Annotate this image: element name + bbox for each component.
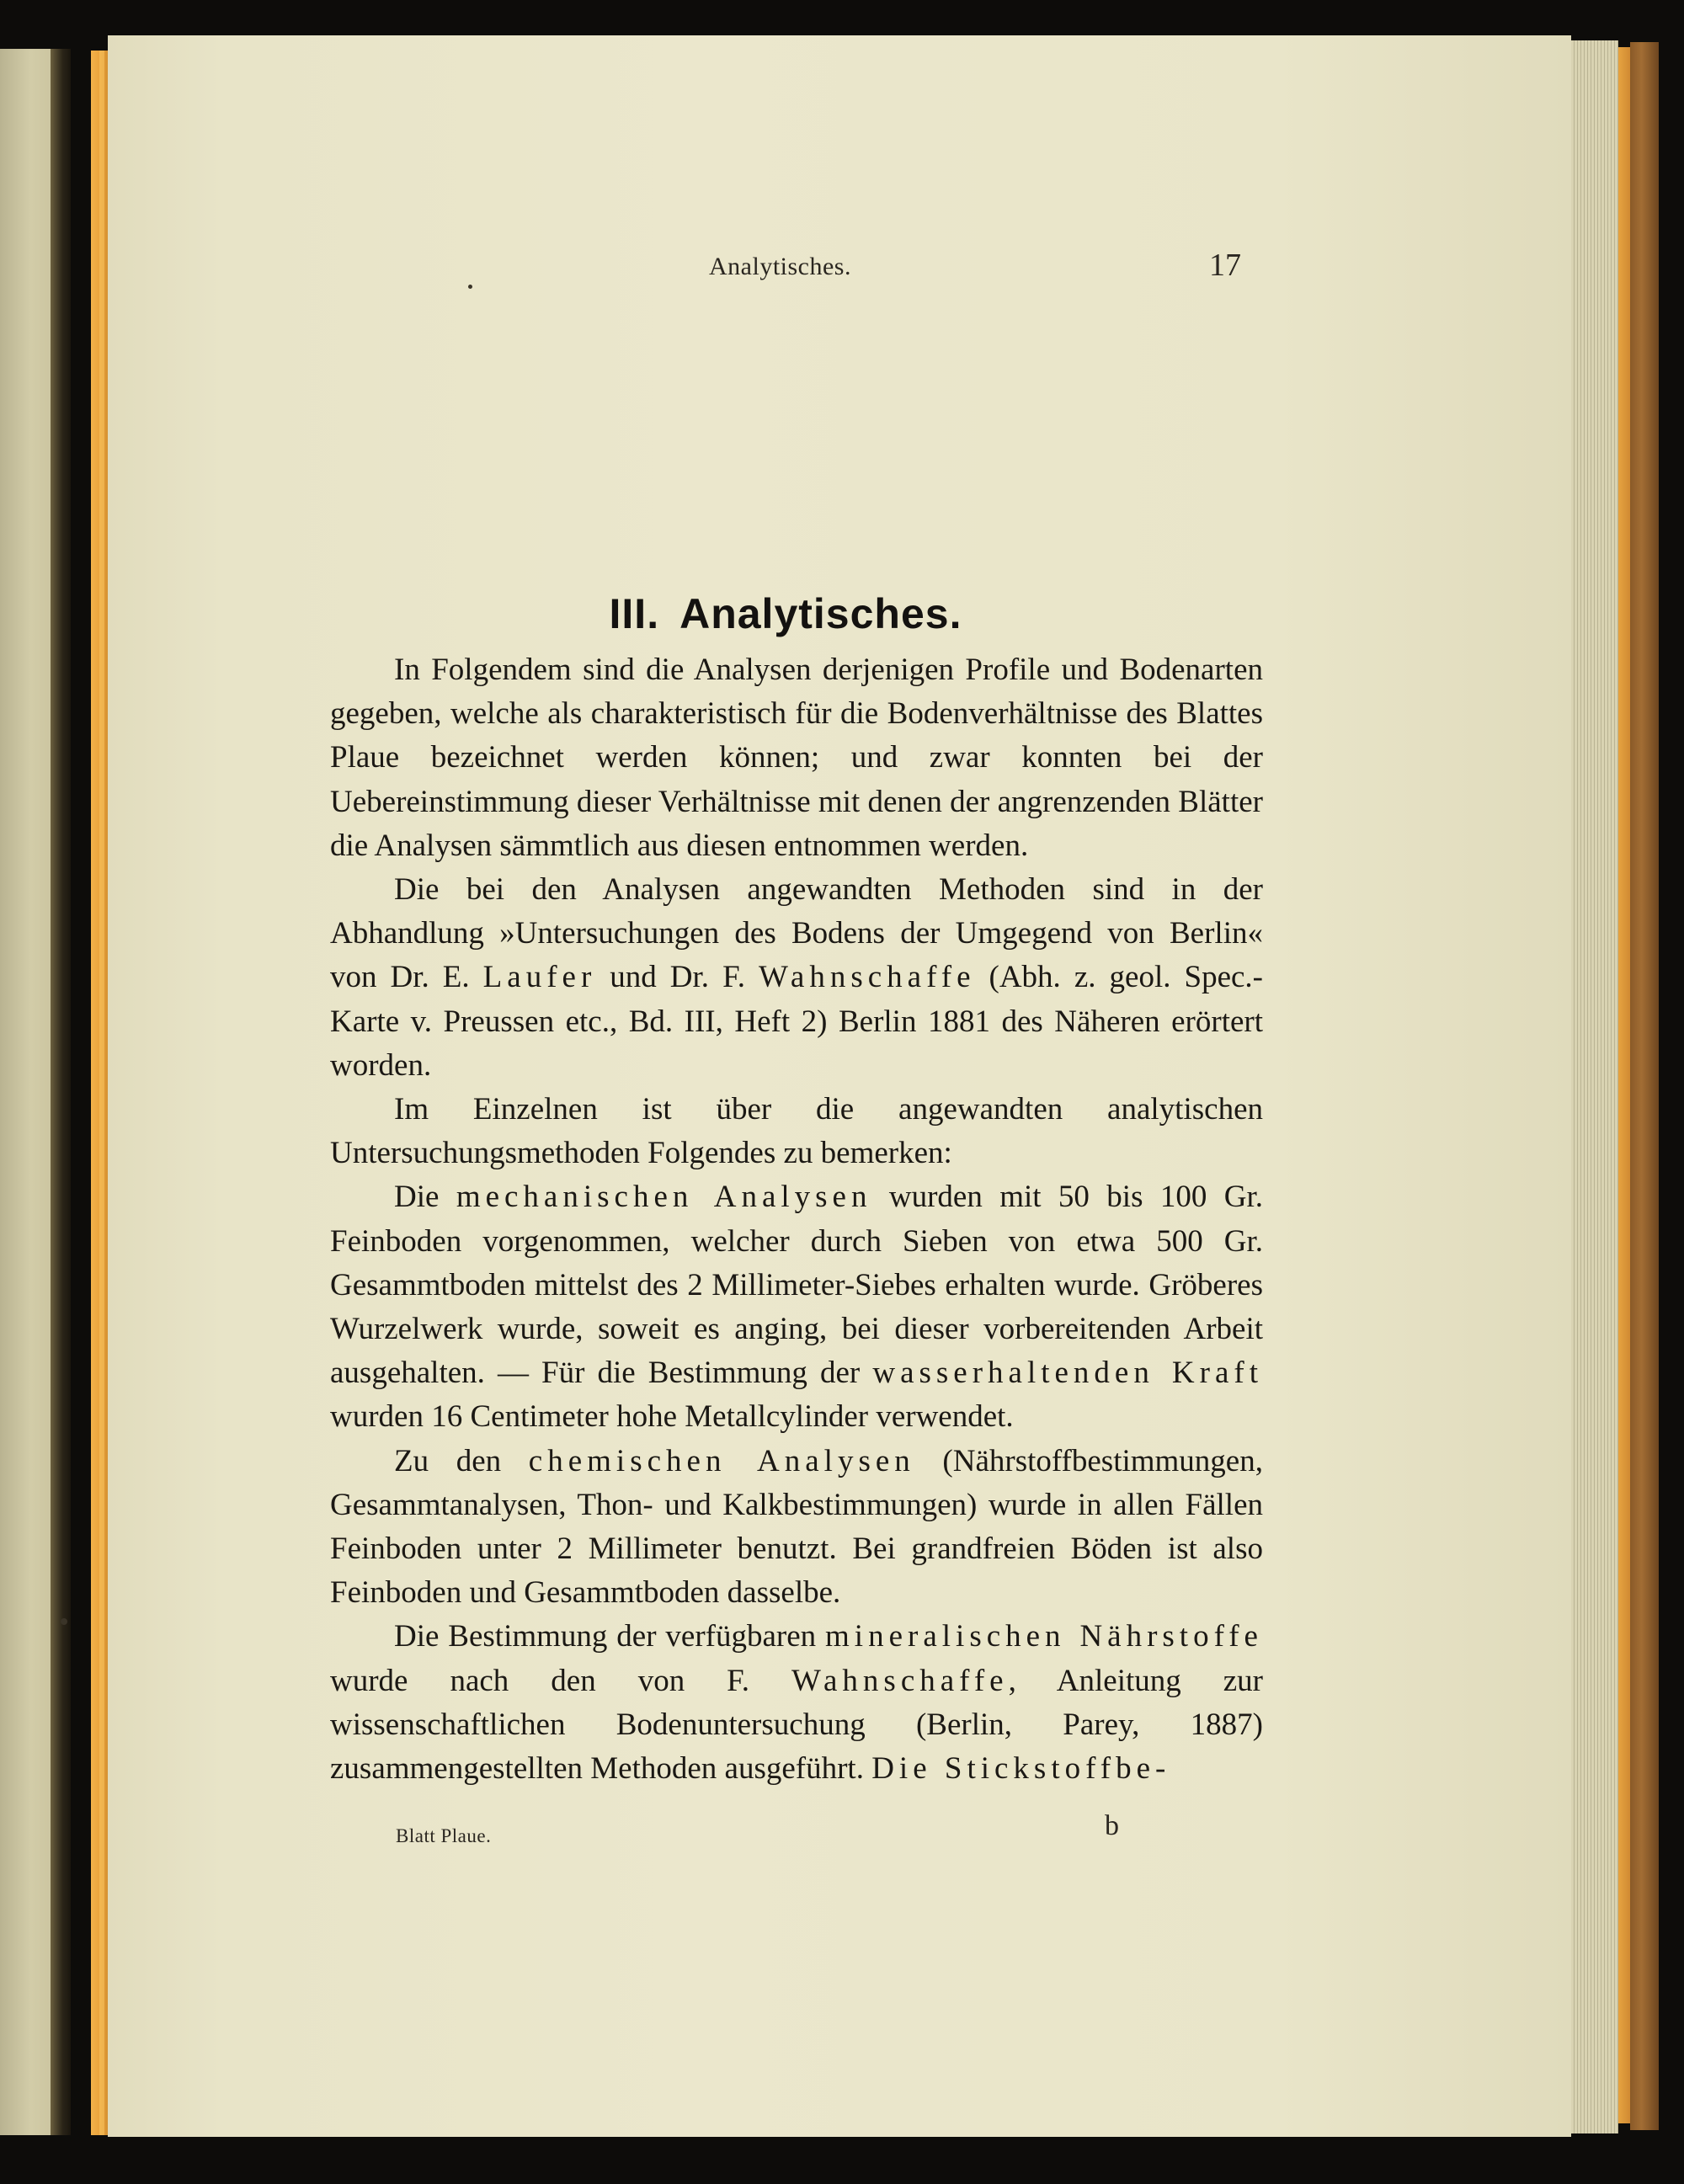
text-run: Im Einzelnen ist über die angewandten analytischen Untersuchungsmethoden Folgendes zu bemerken: — [330, 1092, 1263, 1171]
spaced-term: mechanischen Analysen — [456, 1180, 872, 1215]
section-title: Analytisches. — [679, 590, 962, 637]
paper-speck — [468, 285, 472, 289]
paragraph — [330, 1088, 1263, 1175]
text-run: , Anleitung zur wissenschaftlichen Bodenuntersuchung (Berlin, Parey, 1887) zusammengestellten Methoden ausgeführt. — [330, 1663, 1263, 1787]
page-stack-edges — [1571, 40, 1618, 2133]
running-title: Analytisches. — [709, 253, 851, 280]
text-run: wurden mit 50 bis 100 Gr. Feinboden vorgenommen, welcher durch Sieben von etwa 500 Gr. Gesammtboden mittelst des 2 Millimeter-Siebes erhalten wurde. Gröberes Wurzelwerk wurde, soweit es anging, bei dieser vorbereitenden Arbeit ausgehalten. — Für die Bestimmung der — [330, 1180, 1263, 1391]
signature-line: Blatt Plaue. — [396, 1825, 492, 1846]
text-run: und Dr. F. — [596, 960, 759, 995]
spaced-name: Laufer — [482, 960, 597, 995]
spaced-term: chemischen Analysen — [528, 1443, 915, 1478]
text-run: In Folgendem sind die Analysen derjenigen Profile und Bodenarten gegeben, welche als charakteristisch für die Bodenverhältnisse des Blattes Plaue bezeichnet werden können; und zwar konnten bei der Uebereinstimmung dieser Verhältnisse mit denen der angrenzenden Blätter die Analysen sämmtlich aus diesen entnommen werden. — [330, 653, 1263, 863]
book-cover-edge — [1630, 42, 1659, 2130]
section-heading — [0, 589, 1571, 638]
paragraph — [330, 868, 1263, 1088]
paragraph — [330, 1440, 1263, 1616]
text-run: Die — [394, 1180, 456, 1215]
gutter-shadow — [51, 49, 71, 2135]
spaced-name: Wahnschaffe — [758, 960, 976, 995]
paper-speck — [61, 1618, 67, 1625]
left-orange-highlight — [99, 51, 104, 2135]
text-run: Zu den — [394, 1443, 529, 1478]
spaced-name: Wahnschaffe — [791, 1663, 1009, 1698]
spaced-term: mineralischen Nährstoffe — [825, 1619, 1263, 1654]
section-number: III. — [609, 590, 660, 637]
text-run: Die bei den Analysen angewandten Methoden sind in der Abhandlung »Untersuchungen des Bodens der Umgegend von Berlin« von Dr. E. — [330, 872, 1263, 995]
sheet-mark: b — [1105, 1810, 1119, 1841]
left-page-edge — [0, 49, 56, 2135]
body-text — [330, 648, 1263, 1791]
text-run: Die Bestimmung der verfügbaren — [394, 1619, 826, 1654]
spaced-term: Die Stickstoffbe- — [871, 1751, 1171, 1787]
text-run: wurde nach den von F. — [330, 1663, 792, 1698]
paragraph — [330, 1175, 1263, 1439]
text-run: wurden 16 Centimeter hohe Metallcylinder verwendet. — [330, 1399, 1014, 1435]
paragraph — [330, 648, 1263, 868]
show-through-text — [320, 330, 1280, 374]
paragraph — [330, 1615, 1263, 1791]
right-orange-page-edge — [1618, 47, 1630, 2123]
page-number: 17 — [1209, 248, 1241, 283]
text-run: (Abh. z. geol. Spec.-Karte v. Preussen etc., Bd. III, Heft 2) Berlin 1881 des Näheren erörtert worden. — [330, 960, 1263, 1083]
spaced-term: wasserhaltenden Kraft — [872, 1356, 1263, 1391]
text-run: (Nährstoffbestimmungen, Gesammtanalysen, Thon- und Kalkbestimmungen) wurde in allen Fällen Feinboden unter 2 Millimeter benutzt. Bei grandfreien Böden ist also Feinboden und Gesammtboden dasselbe. — [330, 1443, 1263, 1611]
